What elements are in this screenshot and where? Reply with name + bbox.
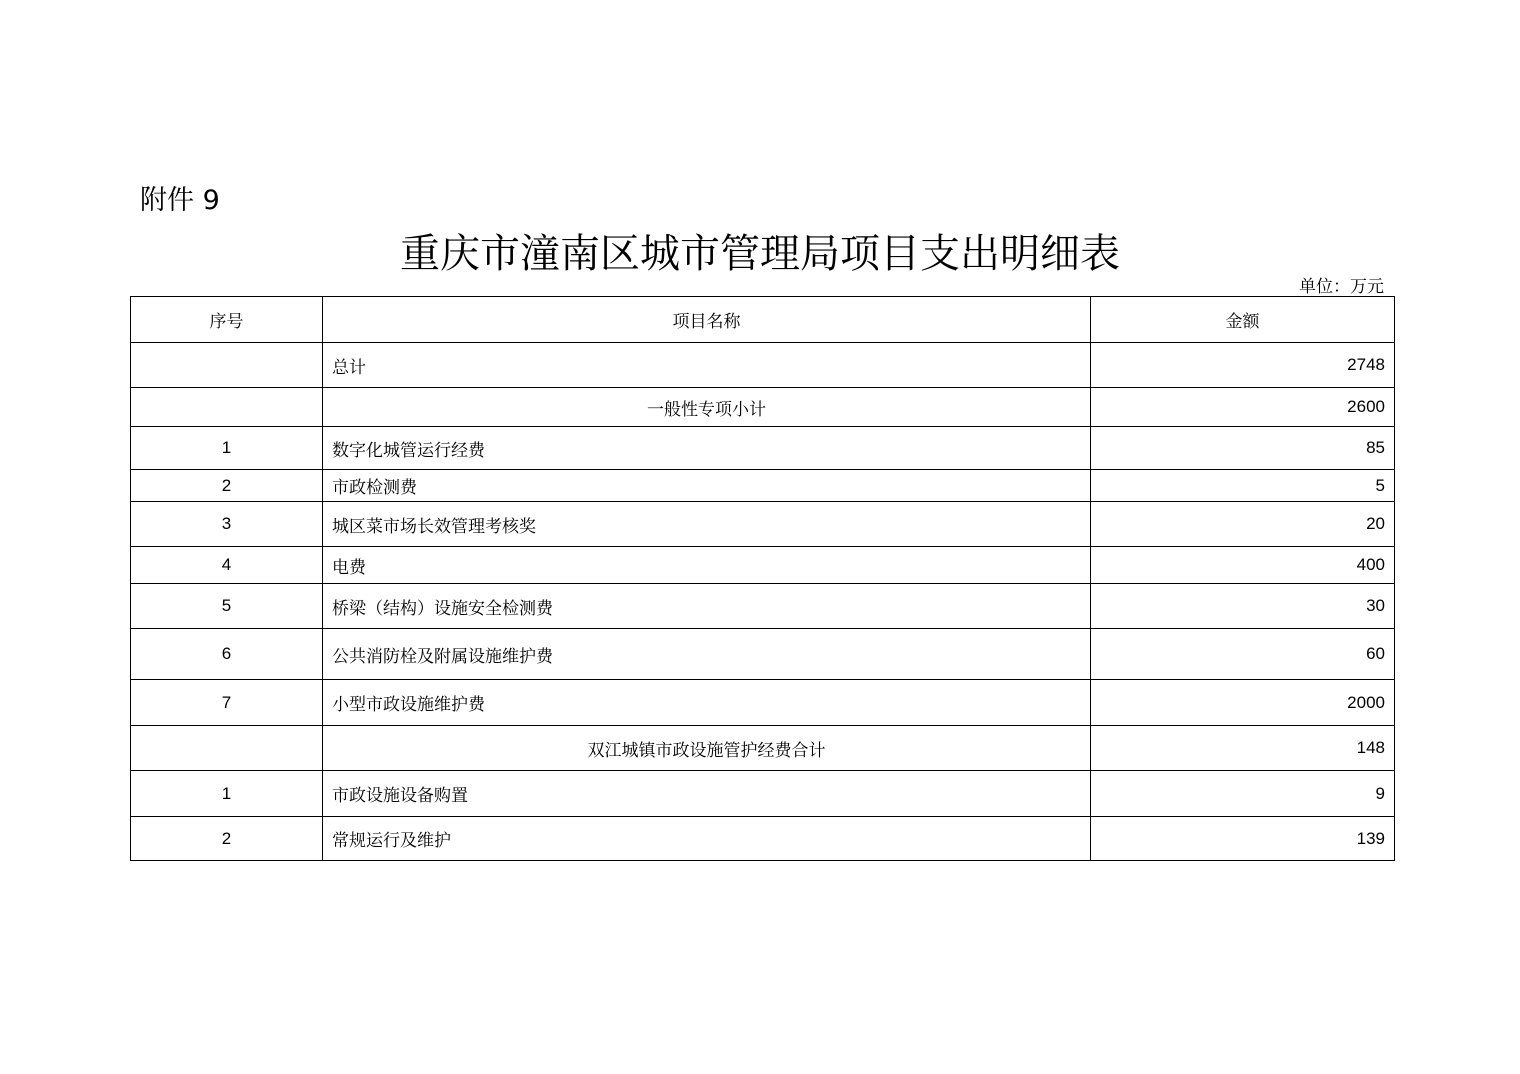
row-amount: 30	[1091, 584, 1395, 629]
table-row	[131, 629, 1395, 680]
table-row	[131, 680, 1395, 726]
row-seq	[131, 388, 323, 427]
row-amount: 20	[1091, 502, 1395, 547]
row-seq: 1	[131, 427, 323, 470]
row-name: 小型市政设施维护费	[323, 680, 1091, 726]
table-row	[131, 427, 1395, 470]
row-seq	[131, 726, 323, 771]
row-name: 市政设施设备购置	[323, 771, 1091, 817]
row-seq: 5	[131, 584, 323, 629]
row-amount: 2600	[1091, 388, 1395, 427]
row-seq: 2	[131, 817, 323, 861]
row-seq: 1	[131, 771, 323, 817]
table-row-total	[131, 343, 1395, 388]
row-name: 桥梁（结构）设施安全检测费	[323, 584, 1091, 629]
row-name: 公共消防栓及附属设施维护费	[323, 629, 1091, 680]
row-name: 电费	[323, 547, 1091, 584]
table-row	[131, 771, 1395, 817]
row-name: 城区菜市场长效管理考核奖	[323, 502, 1091, 547]
expenditure-table	[130, 296, 1395, 861]
row-amount: 2748	[1091, 343, 1395, 388]
row-seq	[131, 343, 323, 388]
unit-label: 单位：万元	[1299, 277, 1384, 297]
header-name: 项目名称	[323, 297, 1091, 343]
row-seq: 3	[131, 502, 323, 547]
attachment-label: 附件 9	[140, 185, 220, 216]
row-seq: 7	[131, 680, 323, 726]
row-seq: 4	[131, 547, 323, 584]
row-name: 一般性专项小计	[323, 388, 1091, 427]
page-title: 重庆市潼南区城市管理局项目支出明细表	[400, 231, 1120, 277]
table-row	[131, 470, 1395, 502]
row-name: 常规运行及维护	[323, 817, 1091, 861]
row-seq: 2	[131, 470, 323, 502]
row-name: 市政检测费	[323, 470, 1091, 502]
row-amount: 2000	[1091, 680, 1395, 726]
row-amount: 5	[1091, 470, 1395, 502]
row-amount: 400	[1091, 547, 1395, 584]
row-name: 数字化城管运行经费	[323, 427, 1091, 470]
row-amount: 148	[1091, 726, 1395, 771]
row-name: 总计	[323, 343, 1091, 388]
table-row	[131, 502, 1395, 547]
table-row-subtotal	[131, 726, 1395, 771]
table-row-subtotal	[131, 388, 1395, 427]
row-amount: 9	[1091, 771, 1395, 817]
row-amount: 60	[1091, 629, 1395, 680]
table-row	[131, 584, 1395, 629]
header-seq: 序号	[131, 297, 323, 343]
table-row	[131, 547, 1395, 584]
header-amount: 金额	[1091, 297, 1395, 343]
row-amount: 139	[1091, 817, 1395, 861]
table-header-row	[131, 297, 1395, 343]
row-amount: 85	[1091, 427, 1395, 470]
row-seq: 6	[131, 629, 323, 680]
row-name: 双江城镇市政设施管护经费合计	[323, 726, 1091, 771]
table-row	[131, 817, 1395, 861]
